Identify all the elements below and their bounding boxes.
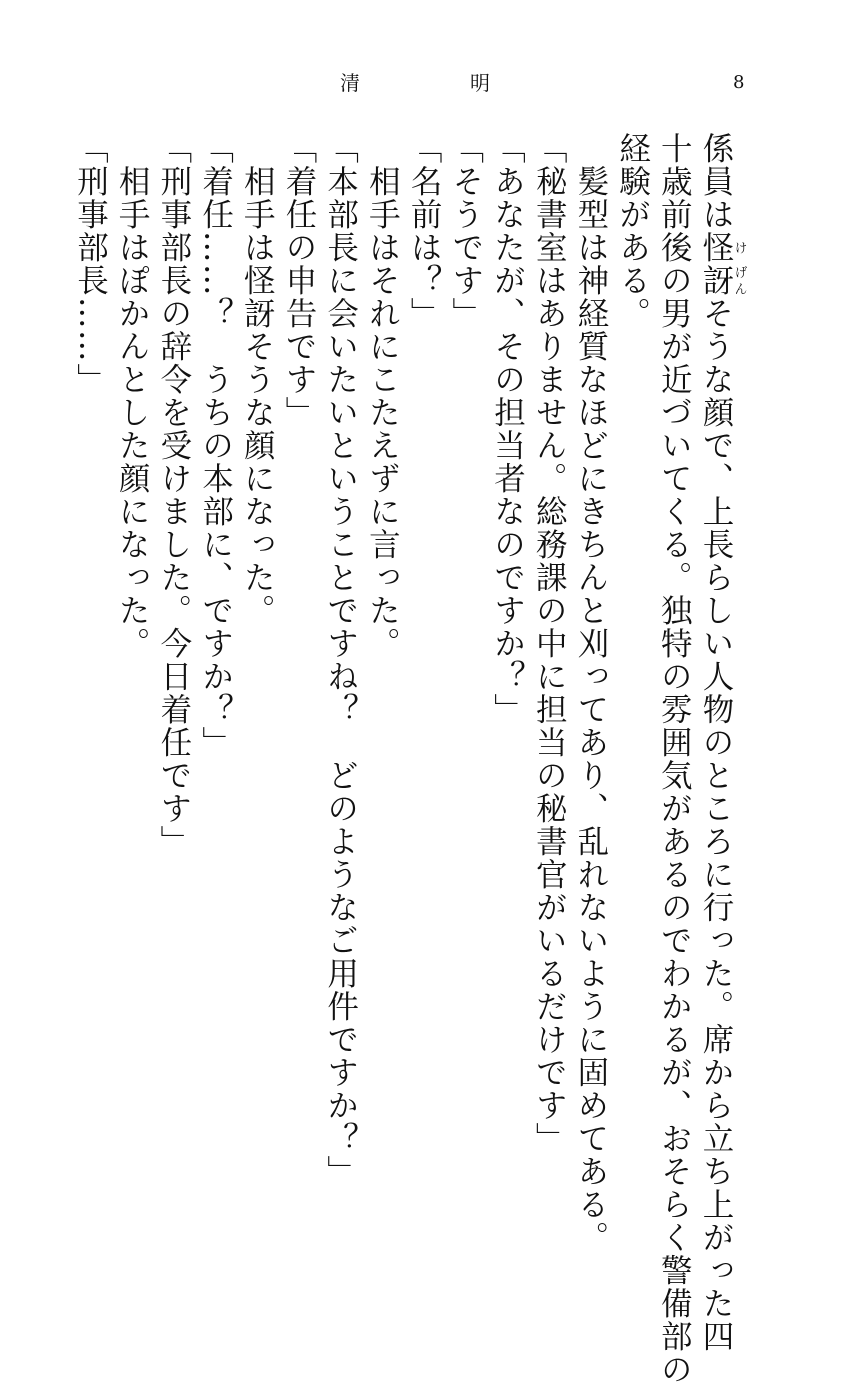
paragraph: 十歳前後の男が近づいてくる。独特の雰囲気があるのでわかるが、おそらく警備部の: [656, 132, 693, 1386]
vertical-body-text: [69, 132, 747, 1386]
dialogue-line: 「刑事部長……」: [72, 132, 109, 396]
dialogue-line: 「着任……？ うちの本部に、ですか？」: [197, 132, 234, 759]
ruby-base: 怪: [698, 231, 734, 264]
dialogue-line: 「あなたが、その担当者なのですか？」: [489, 132, 526, 726]
running-title: 清明: [340, 71, 600, 95]
dialogue-line: 「着任の申告です」: [280, 132, 317, 429]
text-segment: 係員は: [698, 132, 734, 231]
dialogue-line: 「秘書室はありません。総務課の中に担当の秘書官がいるだけです」: [531, 132, 568, 1155]
dialogue-line: 「名前は？」: [406, 132, 443, 330]
ruby-reading: け: [731, 231, 747, 264]
dialogue-line: 「そうです」: [447, 132, 484, 330]
ruby-base: 訝: [698, 264, 734, 297]
ruby-word: [698, 231, 747, 297]
paragraph: [694, 132, 747, 1353]
paragraph: 相手はぽかんとした顔になった。: [114, 132, 151, 660]
dialogue-line: 「本部長に会いたいということですね？ どのようなご用件ですか？」: [322, 132, 359, 1188]
ruby-reading: げん: [731, 264, 747, 297]
paragraph: 相手は怪訝そうな顔になった。: [239, 132, 276, 627]
paragraph: 髪型は神経質なほどにきちんと刈ってあり、乱れないように固めてある。: [572, 132, 609, 1254]
paragraph: 経験がある。: [614, 132, 651, 330]
dialogue-line: 「刑事部長の辞令を受けました。今日着任です」: [155, 132, 192, 858]
page-number: 8: [733, 72, 745, 93]
text-segment: そうな顔で、上長らしい人物のところに行った。席から立ち上がった四: [698, 297, 734, 1353]
paragraph: 相手はそれにこたえずに言った。: [364, 132, 401, 660]
page-header: [0, 68, 841, 98]
